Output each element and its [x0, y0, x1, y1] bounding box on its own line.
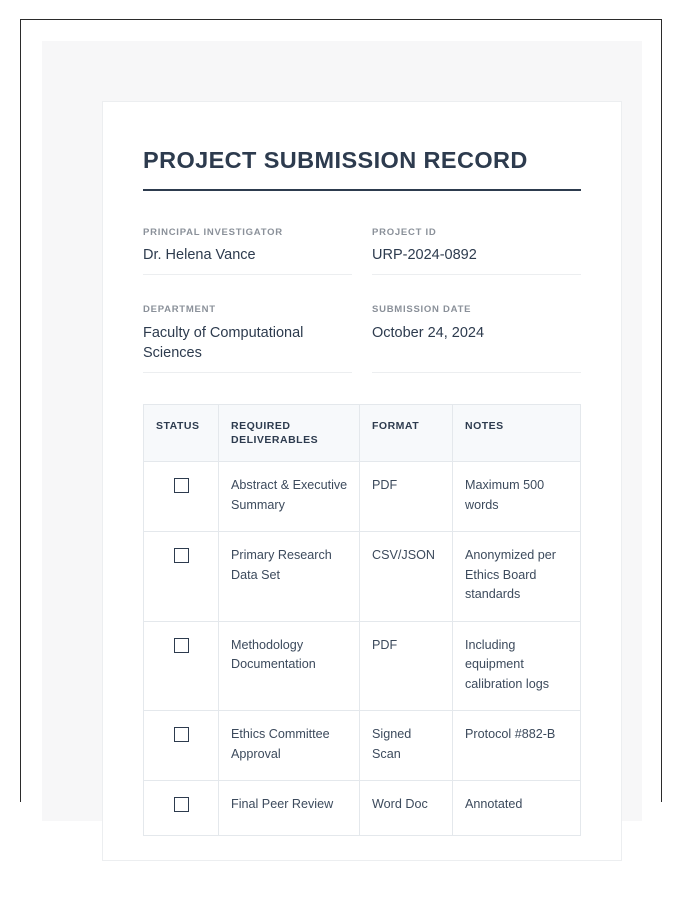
checkbox-unchecked-icon[interactable] [174, 478, 189, 493]
status-cell [144, 621, 219, 711]
table-row [144, 462, 581, 532]
format-cell: PDF [360, 462, 453, 532]
page-title: PROJECT SUBMISSION RECORD [143, 147, 528, 173]
column-header-format: FORMAT [360, 404, 453, 461]
deliverable-cell: Final Peer Review [219, 781, 360, 836]
format-cell: PDF [360, 621, 453, 711]
table-row [144, 532, 581, 622]
field-value: Faculty of Computational Sciences [143, 324, 304, 361]
field-label: SUBMISSION DATE [372, 304, 472, 316]
document-card [102, 101, 622, 861]
deliverable-cell: Abstract & Executive Summary [219, 462, 360, 532]
checkbox-unchecked-icon[interactable] [174, 727, 189, 742]
format-cell: CSV/JSON [360, 532, 453, 622]
status-cell [144, 532, 219, 622]
table-row [144, 781, 581, 836]
table-row [144, 621, 581, 711]
field-label: DEPARTMENT [143, 304, 216, 316]
column-header-deliverables: REQUIRED DELIVERABLES [219, 404, 360, 461]
field-department [143, 304, 352, 372]
field-value: Dr. Helena Vance [143, 247, 256, 264]
field-submission-date [372, 304, 581, 372]
deliverable-cell: Ethics Committee Approval [219, 711, 360, 781]
checkbox-unchecked-icon[interactable] [174, 548, 189, 563]
status-cell [144, 781, 219, 836]
notes-cell: Maximum 500 words [453, 462, 581, 532]
deliverable-cell: Methodology Documentation [219, 621, 360, 711]
deliverable-cell: Primary Research Data Set [219, 532, 360, 622]
field-project-id [372, 227, 581, 275]
field-value: URP-2024-0892 [372, 247, 477, 264]
table-row [144, 711, 581, 781]
format-cell: Word Doc [360, 781, 453, 836]
field-principal-investigator [143, 227, 352, 275]
field-value: October 24, 2024 [372, 324, 485, 341]
notes-cell: Annotated [453, 781, 581, 836]
field-label: PRINCIPAL INVESTIGATOR [143, 227, 283, 239]
metadata-fields [143, 227, 581, 373]
column-header-status: STATUS [144, 404, 219, 461]
deliverables-table [143, 404, 581, 836]
notes-cell: Including equipment calibration logs [453, 621, 581, 711]
table-header-row [144, 404, 581, 461]
page-background [42, 41, 642, 821]
browser-viewport-frame [20, 19, 662, 812]
status-cell [144, 711, 219, 781]
column-header-notes: NOTES [453, 404, 581, 461]
notes-cell: Anonymized per Ethics Board standards [453, 532, 581, 622]
format-cell: Signed Scan [360, 711, 453, 781]
status-cell [144, 462, 219, 532]
title-underline-rule [143, 189, 581, 191]
notes-cell: Protocol #882-B [453, 711, 581, 781]
checkbox-unchecked-icon[interactable] [174, 638, 189, 653]
checkbox-unchecked-icon[interactable] [174, 797, 189, 812]
field-label: PROJECT ID [372, 227, 437, 239]
